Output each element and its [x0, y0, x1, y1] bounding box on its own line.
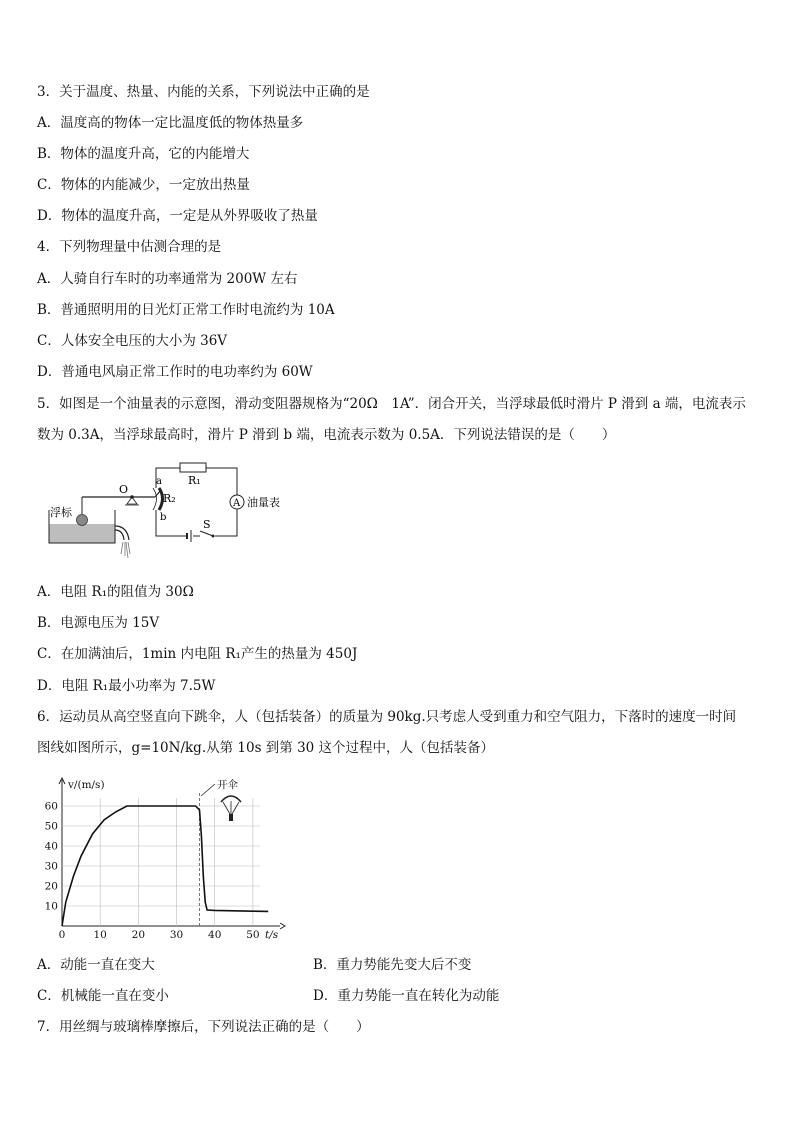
q4-option-b: B．普通照明用的日光灯正常工作时电流约为 10A: [37, 302, 335, 318]
switch-label: S: [203, 518, 211, 531]
pivot-label: O: [119, 483, 129, 496]
y-tick-label: 10: [44, 900, 58, 913]
q5-option-d: D．电阻 R₁最小功率为 7.5W: [37, 678, 216, 694]
q6-option-d: D．重力势能一直在转化为动能: [313, 988, 500, 1004]
q6-option-b: B．重力势能先变大后不变: [313, 957, 472, 973]
q6-option-a: A．动能一直在变大: [37, 957, 155, 973]
oil-gauge-circuit-diagram: [35, 458, 295, 568]
q5-stem-line1: 5．如图是一个油量表的示意图，滑动变阻器规格为“20Ω 1A”．闭合开关，当浮球最低时滑片 P 滑到 a 端，电流表示: [37, 396, 746, 412]
y-axis-label: v/(m/s): [68, 779, 105, 791]
q5-option-b: B．电源电压为 15V: [37, 615, 160, 631]
y-tick-label: 50: [44, 820, 58, 833]
x-tick-label: 10: [93, 929, 107, 941]
q5-option-c: C．在加满油后，1min 内电阻 R₁产生的热量为 450J: [37, 646, 358, 662]
x-axis-label: t/s: [265, 929, 279, 941]
x-tick-label: 50: [246, 929, 260, 941]
y-tick-label: 60: [44, 800, 58, 813]
oil-level: [50, 524, 115, 543]
q4-option-d: D．普通电风扇正常工作时的电功率约为 60W: [37, 364, 313, 380]
q6-stem-line1: 6．运动员从高空竖直向下跳伞，人（包括装备）的质量为 90kg.只考虑人受到重力和空气阻力，下落时的速度一时间: [37, 709, 737, 725]
ammeter-label: A: [233, 498, 241, 509]
q5-option-a: A．电阻 R₁的阻值为 30Ω: [37, 584, 194, 600]
q3-option-b: B．物体的温度升高，它的内能增大: [37, 146, 250, 162]
y-tick-label: 20: [44, 880, 58, 893]
q3-option-a: A．温度高的物体一定比温度低的物体热量多: [37, 115, 304, 131]
q5-stem-line2: 数为 0.3A，当浮球最高时，滑片 P 滑到 b 端，电流表示数为 0.5A．下列说法错误的是（ ）: [37, 427, 616, 443]
q4-option-c: C．人体安全电压的大小为 36V: [37, 333, 228, 349]
y-tick-label: 30: [44, 860, 58, 873]
r1-label: R₁: [188, 474, 201, 487]
q4-option-a: A．人骑自行车时的功率通常为 200W 左右: [37, 271, 298, 287]
y-tick-label: 40: [44, 840, 58, 853]
q3-option-d: D．物体的温度升高，一定是从外界吸收了热量: [37, 208, 318, 224]
terminal-a-label: a: [156, 476, 162, 487]
q6-option-c: C．机械能一直在变小: [37, 988, 169, 1004]
annotation-label: 开伞: [217, 779, 238, 791]
switch-s: [200, 531, 213, 536]
oil-meter-label: 油量表: [247, 496, 280, 509]
float-ball: [77, 515, 88, 526]
q3-stem: 3．关于温度、热量、内能的关系，下列说法中正确的是: [37, 84, 370, 100]
r2-label: R₂: [163, 492, 176, 505]
q7-stem: 7．用丝绸与玻璃棒摩擦后，下列说法正确的是（ ）: [37, 1019, 370, 1035]
x-tick-label: 20: [131, 929, 146, 941]
terminal-b-label: b: [160, 512, 167, 523]
rheostat-r2: [159, 488, 163, 510]
velocity-time-chart: [35, 770, 295, 945]
float-label: 浮标: [50, 506, 72, 519]
x-tick-label: 0: [58, 929, 66, 941]
x-tick-label: 30: [169, 929, 184, 941]
x-tick-label: 40: [208, 929, 222, 941]
q4-stem: 4．下列物理量中估测合理的是: [37, 239, 222, 255]
q3-option-c: C．物体的内能减少，一定放出热量: [37, 177, 250, 193]
parachute-icon: [221, 796, 241, 821]
resistor-r1: [180, 463, 206, 472]
q6-stem-line2: 图线如图所示，g=10N/kg.从第 10s 到第 30 这个过程中，人（包括装备）: [37, 740, 495, 756]
